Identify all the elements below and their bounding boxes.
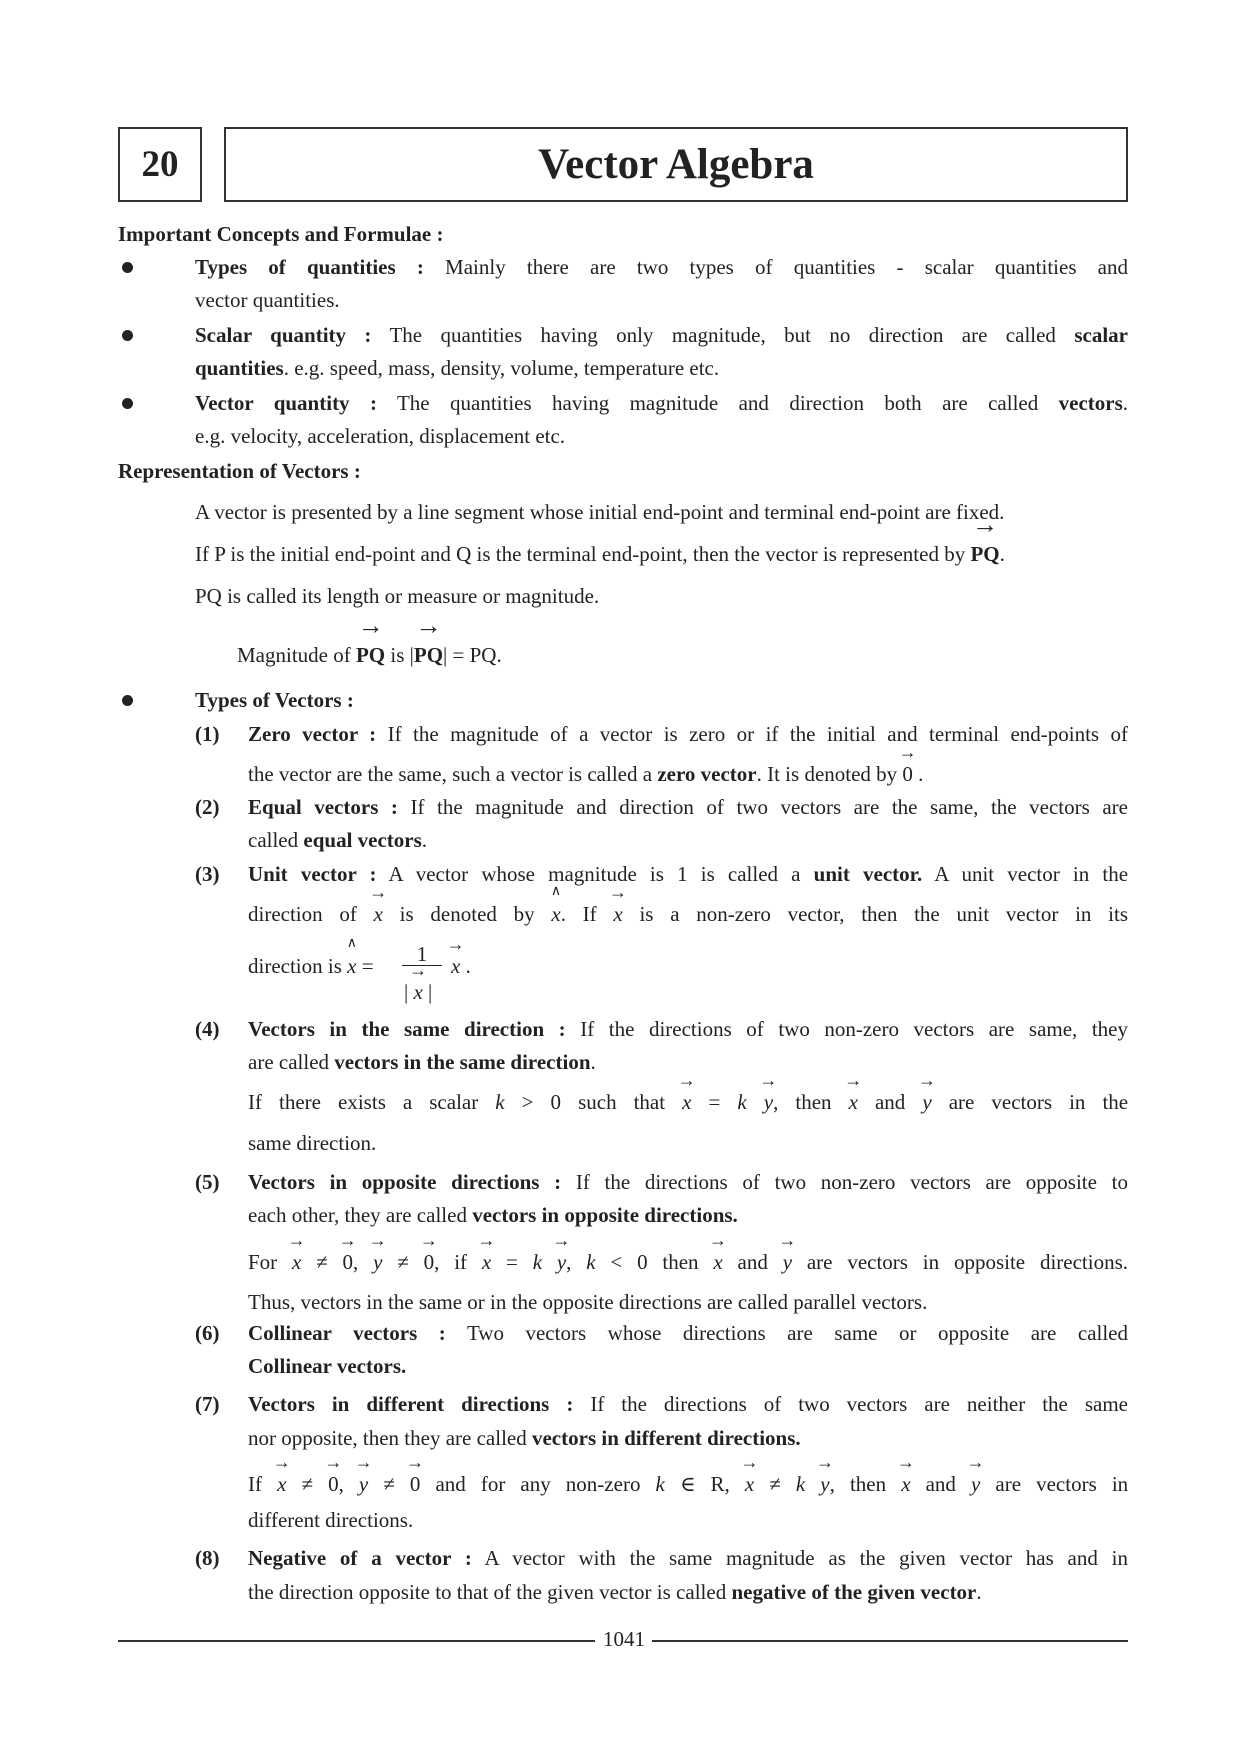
text: is denoted by [399,902,535,926]
text: A vector whose magnitude is 1 is called a [388,862,801,886]
fraction-numerator: 1 [402,943,442,966]
collinear-line2: Collinear vectors. [248,1354,407,1378]
vector-x: → x [413,980,422,1005]
bullet-types-line2: vector quantities. [195,288,340,312]
text: Two vectors whose directions are same or opposite are called [466,1321,1129,1345]
term: Collinear vectors : [248,1321,446,1345]
text: Mainly there are two types of quantities - scalar quantities and [445,255,1129,279]
text: . e.g. speed, mass, density, volume, temperature etc. [283,356,720,380]
unit-line3: direction is ∧ x = [248,954,374,979]
term: Unit vector : [248,862,377,886]
term: Scalar quantity : [195,323,372,347]
same-line1 [248,1017,1128,1042]
negative-line1 [248,1546,1128,1571]
term: Vector quantity : [195,391,377,415]
text: and [925,1472,956,1496]
bullet-marker [122,695,133,706]
unit-vector-x: ∧ x [551,902,560,927]
vector-pq: → PQ [414,643,443,668]
vectors-inline [1059,391,1128,415]
term: Types of quantities : [195,255,424,279]
text: , if [434,1250,468,1274]
bullet-marker [122,262,133,273]
text: A unit vector in the [934,862,1129,886]
different-line3: If → x ≠ → 0, → y ≠ → 0 and for any non-zero k ∈ R, → x ≠ k → y, then → x and → y are vectors in [248,1472,1128,1497]
opposite-line3: For → x ≠ → 0, → y ≠ → 0, if → x = k → y, k < 0 then → x and → y are vectors in opposite directions. [248,1250,1128,1275]
equal-line1 [248,795,1128,820]
bold: negative of the given vector [731,1580,977,1604]
term: Vectors in opposite directions : [248,1170,562,1194]
representation-line3: PQ is called its length or measure or magnitude. [195,584,600,608]
item-number: (5) [195,1170,220,1194]
same-line4: same direction. [248,1131,377,1155]
text: the vector are the same, such a vector is called a [248,762,653,786]
bold: equal vectors [303,828,422,852]
bold: unit vector. [813,862,923,886]
footer-rule [652,1640,1128,1642]
opposite-line1 [248,1170,1128,1195]
text: If there exists a scalar [248,1090,479,1114]
footer-rule [118,1640,595,1642]
bold: zero vector [657,762,757,786]
term: Negative of a vector : [248,1546,472,1570]
chapter-title: Vector Algebra [224,127,1128,202]
text: If the magnitude and direction of two vectors are the same, the vectors are [410,795,1128,819]
representation-line1: A vector is presented by a line segment whose initial end-point and terminal end-point are fixed. [195,500,1005,524]
zero-line2: the vector are the same, such a vector is called a zero vector. It is denoted by → 0 . [248,762,923,787]
representation-line2: If P is the initial end-point and Q is the terminal end-point, then the vector is represented by → PQ. [195,542,1005,567]
vector-pq: → PQ [356,643,385,668]
text: nor opposite, then they are called [248,1426,527,1450]
text: is a non-zero vector, then the unit vector in its [639,902,1128,926]
unit-line2 [248,902,1128,927]
text: If [248,1472,262,1496]
collinear-line1 [248,1321,1128,1346]
item-number: (6) [195,1321,220,1345]
bold: vectors in opposite directions. [472,1203,738,1227]
text: are vectors in the [948,1090,1129,1114]
text: are vectors in opposite directions. [806,1250,1129,1274]
text: ∈ R, [679,1472,730,1496]
term: Vectors in different directions : [248,1392,574,1416]
magnitude-formula [237,643,502,668]
text: and [737,1250,768,1274]
unit-vector-x: ∧ x [347,954,356,979]
text: are called [248,1050,330,1074]
bold: quantities [195,356,284,380]
text: the direction opposite to that of the given vector is called [248,1580,727,1604]
vector-x: → x [613,902,622,927]
bullet-types-line1 [195,255,1128,280]
text: direction is [248,954,342,978]
vector-x: → x [374,902,383,927]
item-number: (4) [195,1017,220,1041]
vector-pq: → PQ [970,542,999,567]
different-line1 [248,1392,1128,1417]
bold: vectors in different directions. [531,1426,801,1450]
same-line3: If there exists a scalar k > 0 such that → x = k → y, then → x and → y are vectors in the [248,1090,1128,1115]
page-number: 1041 [603,1627,645,1651]
text: If the directions of two non-zero vectors are opposite to [575,1170,1128,1194]
zero-vector-symbol: → 0 [902,762,913,787]
text: and for any non-zero [435,1472,641,1496]
bold: vectors in the same direction [334,1050,591,1074]
text: called [248,828,299,852]
term: Equal vectors : [248,795,398,819]
text: direction of [248,902,357,926]
text: , then [773,1090,832,1114]
text: > 0 such that [521,1090,666,1114]
bullet-marker [122,330,133,341]
text: | = PQ. [443,643,502,667]
text: are vectors in [995,1472,1129,1496]
item-number: (3) [195,862,220,886]
heading-representation: Representation of Vectors : [118,459,361,483]
text: each other, they are called [248,1203,467,1227]
item-number: (8) [195,1546,220,1570]
chapter-number: 20 [118,127,202,202]
heading-concepts: Important Concepts and Formulae : [118,222,444,246]
types-heading: Types of Vectors : [195,688,354,712]
different-line2 [248,1426,801,1451]
text: If the directions of two non-zero vectors are same, they [580,1017,1128,1041]
bullet-vector-line1 [195,391,1128,416]
bullet-marker [122,398,133,409]
text: For [248,1250,278,1274]
fraction-denominator: | → x | [404,980,432,1005]
item-number: (2) [195,795,220,819]
text: , then [829,1472,887,1496]
text: and [874,1090,906,1114]
bullet-vector-line2: e.g. velocity, acceleration, displacement etc. [195,424,566,448]
text: A vector with the same magnitude as the given vector has and in [484,1546,1128,1570]
text: If P is the initial end-point and Q is the terminal end-point, then the vector is represented by [195,542,966,566]
term: Vectors in the same direction : [248,1017,566,1041]
text: Magnitude of [237,643,351,667]
text: . If [560,902,597,926]
text: The quantities having only magnitude, but no direction are called [389,323,1056,347]
item-number: (7) [195,1392,220,1416]
text: . It is denoted by [756,762,898,786]
text: The quantities having magnitude and direction both are called [396,391,1039,415]
dot: . [1122,391,1129,415]
text: If the magnitude of a vector is zero or if the initial and terminal end-points of [387,722,1129,746]
fraction-result: → x . [451,954,471,979]
equal-line2 [248,828,427,853]
bold: vectors [1058,391,1123,415]
term: Zero vector : [248,722,377,746]
text: . [421,828,428,852]
text: If the directions of two vectors are neither the same [590,1392,1128,1416]
text: is | [390,643,414,667]
opposite-line2 [248,1203,738,1228]
zero-line1 [248,722,1128,747]
text: < 0 then [610,1250,699,1274]
item-number: (1) [195,722,220,746]
bullet-scalar-line1 [195,323,1128,348]
bold: scalar [1074,323,1128,347]
bullet-scalar-line2 [195,356,719,381]
same-line2: are called vectors in the same direction. [248,1050,596,1074]
opposite-line4: Thus, vectors in the same or in the opposite directions are called parallel vectors. [248,1290,928,1314]
different-line4: different directions. [248,1508,414,1532]
text: . [976,1580,982,1604]
negative-line2 [248,1580,982,1605]
